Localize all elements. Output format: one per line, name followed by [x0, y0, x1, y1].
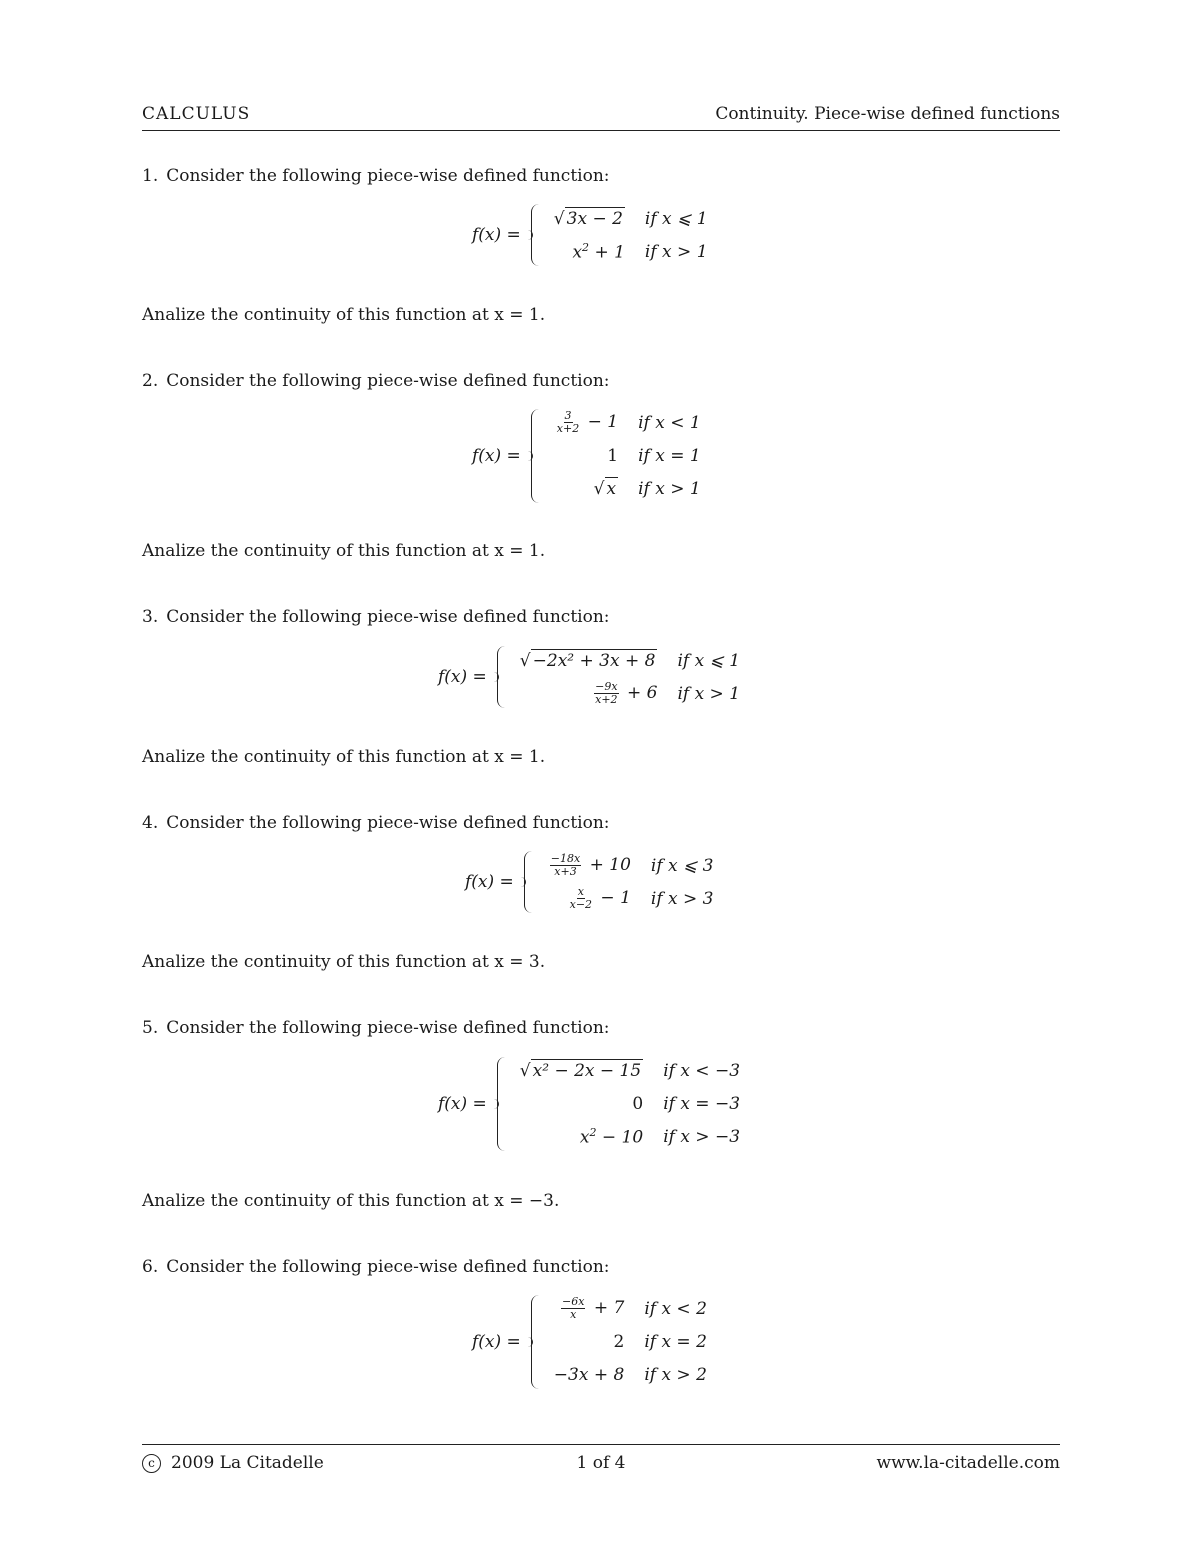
fraction: $\frac{3}{x+2}$ [556, 409, 580, 435]
problem-1-intro [142, 166, 610, 186]
header-subject: CALCULUS [142, 104, 251, 124]
problem-1-formula [472, 202, 708, 268]
case-condition: if x ⩽ 3 [650, 855, 714, 876]
left-brace [497, 646, 512, 708]
case-condition: if x ⩽ 1 [677, 650, 741, 671]
left-brace [531, 1295, 546, 1389]
problem-number: 6. [142, 1257, 159, 1277]
fraction: $\frac{-9x}{x+2}$ [595, 680, 618, 706]
case-condition: if x > 3 [650, 888, 714, 909]
problem-number: 2. [142, 371, 159, 391]
problem-6-formula [472, 1292, 707, 1391]
case-row [520, 644, 740, 677]
case-row: 0 if x = −3 [520, 1087, 740, 1120]
header-topic: Continuity. Piece-wise defined functions [715, 104, 1060, 124]
problem-number: 1. [142, 166, 159, 186]
case-condition: if x < −3 [663, 1060, 741, 1081]
function-lhs: f(x) = [438, 667, 487, 687]
problem-1-question: Analize the continuity of this function at x = 1. [142, 305, 546, 325]
cases-table [554, 1292, 707, 1391]
problem-intro-text: Consider the following piece-wise defined function: [166, 371, 610, 391]
case-row: $\frac{-9x}{x+2}$ + 6 if x > 1 [520, 677, 740, 710]
fraction: $\frac{-6x}{x}$ [562, 1295, 585, 1321]
case-row: −3x + 8 if x > 2 [554, 1358, 707, 1391]
case-condition: if x < 2 [644, 1298, 707, 1319]
page-footer [142, 1444, 1060, 1475]
problem-2-formula [472, 406, 701, 505]
problem-number: 3. [142, 607, 159, 627]
fraction: $\frac{x}{x-2}$ [569, 885, 593, 911]
case-condition: if x = 1 [638, 445, 701, 466]
problem-4-question: Analize the continuity of this function at x = 3. [142, 952, 546, 972]
case-row: 2 if x = 2 [554, 1325, 707, 1358]
case-condition: if x = 2 [644, 1331, 707, 1352]
problem-3-question: Analize the continuity of this function at x = 1. [142, 747, 546, 767]
case-condition: if x = −3 [663, 1093, 741, 1114]
problem-5-formula [438, 1054, 740, 1153]
left-brace [531, 409, 546, 503]
sqrt-expression: √ x [593, 478, 617, 499]
problem-4-formula [465, 849, 714, 915]
case-row: 1 if x = 1 [554, 439, 701, 472]
problem-5-question: Analize the continuity of this function at x = −3. [142, 1191, 560, 1211]
footer-page-number: 1 of 4 [576, 1453, 626, 1473]
case-row [520, 1054, 740, 1087]
problem-intro-text: Consider the following piece-wise defined function: [166, 1257, 610, 1277]
problem-4-intro [142, 813, 610, 833]
left-brace [497, 1057, 512, 1151]
case-row: $x^2 + 1$ if x > 1 [554, 235, 708, 268]
case-row: $\frac{3}{x+2}$ − 1 if x < 1 [554, 406, 701, 439]
case-row: $x^2 - 10$ if x > −3 [520, 1120, 740, 1153]
function-lhs: f(x) = [472, 1331, 521, 1352]
case-condition: if x > 1 [638, 478, 701, 499]
fraction: $\frac{-18x}{x+3}$ [550, 852, 581, 878]
problem-number: 5. [142, 1018, 159, 1038]
sqrt-expression: √ −2x² + 3x + 8 [519, 650, 656, 671]
problem-intro-text: Consider the following piece-wise defined function: [166, 607, 610, 627]
case-row [554, 472, 701, 505]
cases-table [554, 406, 701, 505]
sqrt-expression: √ x² − 2x − 15 [519, 1060, 642, 1081]
problem-6-intro [142, 1257, 610, 1277]
cases-table [554, 202, 708, 268]
case-condition: if x ⩽ 1 [644, 208, 708, 229]
problem-intro-text: Consider the following piece-wise defined function: [166, 166, 610, 186]
page-header [142, 104, 1060, 131]
cases-table [520, 1054, 740, 1153]
function-lhs: f(x) = [472, 225, 521, 245]
left-brace [531, 204, 546, 266]
cases-table [520, 644, 740, 710]
footer-website-link[interactable]: www.la-citadelle.com [876, 1453, 1060, 1473]
function-lhs: f(x) = [438, 1093, 487, 1114]
problem-intro-text: Consider the following piece-wise defined function: [166, 1018, 610, 1038]
problem-3-formula [438, 644, 740, 710]
case-condition: if x > 2 [644, 1364, 707, 1385]
left-brace [524, 851, 539, 913]
case-row [554, 202, 708, 235]
problem-3-intro [142, 607, 610, 627]
case-condition: if x > −3 [663, 1126, 741, 1147]
problem-number: 4. [142, 813, 159, 833]
function-lhs: f(x) = [465, 872, 514, 892]
case-row: $\frac{-18x}{x+3}$ + 10 if x ⩽ 3 [547, 849, 714, 882]
problem-2-intro [142, 371, 610, 391]
problem-intro-text: Consider the following piece-wise defined function: [166, 813, 610, 833]
copyright-icon: c [142, 1454, 161, 1473]
sqrt-expression: √ 3x − 2 [553, 208, 623, 229]
case-condition: if x > 1 [677, 683, 741, 704]
function-lhs: f(x) = [472, 445, 521, 466]
case-row: $\frac{-6x}{x}$ + 7 if x < 2 [554, 1292, 707, 1325]
case-row: $\frac{x}{x-2}$ − 1 if x > 3 [547, 882, 714, 915]
cases-table [547, 849, 714, 915]
problem-5-intro [142, 1018, 610, 1038]
footer-copyright: c 2009 La Citadelle [142, 1453, 324, 1473]
case-condition: if x < 1 [638, 412, 701, 433]
problem-2-question: Analize the continuity of this function at x = 1. [142, 541, 546, 561]
case-condition: if x > 1 [644, 241, 708, 262]
